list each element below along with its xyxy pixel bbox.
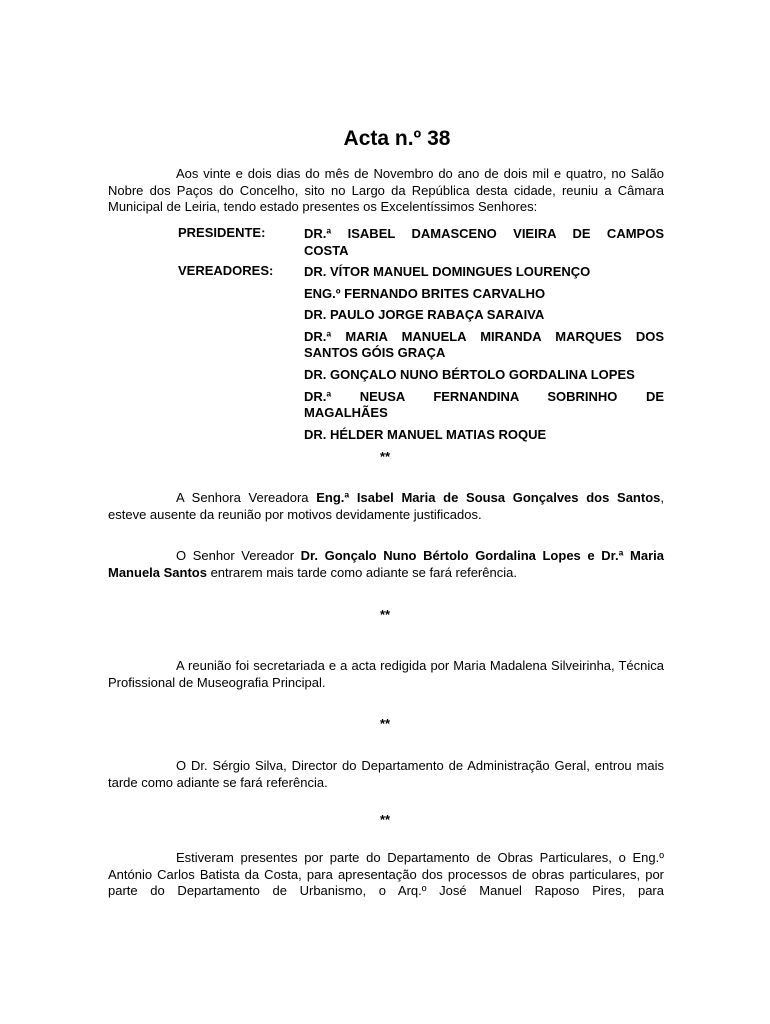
staff-paragraph — [108, 850, 664, 900]
councillor-7: DR. HÉLDER MANUEL MATIAS ROQUE — [304, 427, 547, 442]
president-label: PRESIDENTE: — [178, 225, 266, 240]
absence-post: , esteve ausente da reunião por motivos devidamente justificados. — [108, 490, 665, 522]
page-title: Acta n.º 38 — [343, 127, 451, 150]
councillor-3: DR. PAULO JORGE RABAÇA SARAIVA — [304, 307, 545, 322]
secretary-paragraph — [108, 658, 664, 691]
director-text: O Dr. Sérgio Silva, Director do Departamento de Administração Geral, entrou mais tarde como adiante se fará referência. — [108, 758, 664, 790]
councillor-6-line2: MAGALHÃES — [304, 405, 388, 420]
councillor-2: ENG.º FERNANDO BRITES CARVALHO — [304, 286, 546, 301]
separator-1: ** — [379, 449, 391, 464]
director-paragraph — [108, 758, 664, 791]
absence-pre: A Senhora Vereadora — [176, 490, 317, 505]
councillor-6-line1: DR.ª NEUSA FERNANDINA SOBRINHO DE — [304, 389, 664, 404]
separator-2: ** — [379, 607, 391, 622]
intro-text: Aos vinte e dois dias do mês de Novembro do ano de dois mil e quatro, no Salão Nobre dos Paços do Concelho, sito no Largo da República desta cidade, reuniu a Câmara Municipal de Leiria, tendo estado presentes os Excelentíssimos Senhores: — [108, 166, 664, 214]
councillor-4-line2: SANTOS GÓIS GRAÇA — [304, 345, 446, 360]
councillors-label: VEREADORES: — [178, 263, 274, 278]
staff-text: Estiveram presentes por parte do Departamento de Obras Particulares, o Eng.º António Carlos Batista da Costa, para apresentação dos processos de obras particulares, por parte do Departamento de Urbanismo, o Arq.º José Manuel Raposo Pires, para — [108, 850, 664, 898]
president-name-line1: DR.ª ISABEL DAMASCENO VIEIRA DE CAMPOS — [304, 226, 664, 241]
secretary-text: A reunião foi secretariada e a acta redigida por Maria Madalena Silveirinha, Técnica Profissional de Museografia Principal. — [108, 658, 664, 690]
absent-member-name: Eng.ª Isabel Maria de Sousa Gonçalves dos Santos — [316, 490, 661, 505]
late-post: entrarem mais tarde como adiante se fará referência. — [206, 564, 517, 580]
councillor-5: DR. GONÇALO NUNO BÉRTOLO GORDALINA LOPES — [304, 367, 635, 382]
separator-3: ** — [379, 716, 391, 731]
councillor-1: DR. VÍTOR MANUEL DOMINGUES LOURENÇO — [304, 264, 591, 279]
president-name-line2: COSTA — [304, 243, 349, 258]
councillor-4-line1: DR.ª MARIA MANUELA MIRANDA MARQUES DOS — [304, 329, 664, 344]
intro-paragraph — [108, 166, 664, 216]
absence-paragraph — [108, 490, 664, 523]
late-arrival-paragraph — [108, 548, 664, 581]
late-members-line1: Dr. Gonçalo Nuno Bértolo Gordalina Lopes e Dr.ª Maria — [300, 548, 664, 563]
late-pre: O Senhor Vereador — [176, 548, 301, 563]
late-members-line2: Manuela Santos — [108, 564, 207, 580]
separator-4: ** — [379, 812, 391, 827]
